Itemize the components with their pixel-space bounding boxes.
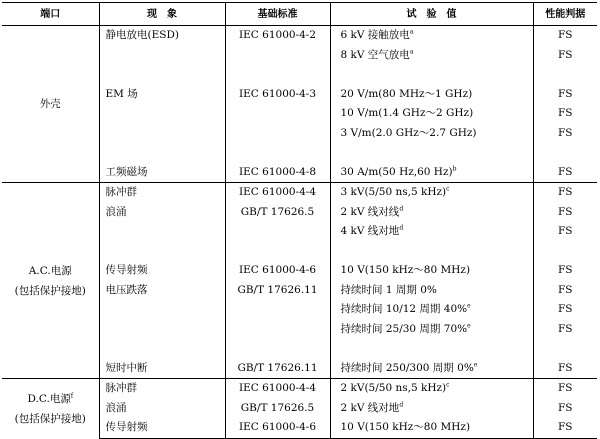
test-value-cell bbox=[330, 124, 533, 144]
performance-cell: FS bbox=[533, 222, 597, 242]
header-performance: 性能判据 bbox=[533, 3, 597, 26]
test-value-text: 持续时间 1 周期 0% bbox=[340, 283, 437, 296]
table-row bbox=[2, 183, 597, 203]
test-value-cell bbox=[330, 379, 533, 399]
footnote-marker: d bbox=[399, 401, 404, 409]
performance-cell: FS bbox=[533, 203, 597, 223]
footnote-marker: e bbox=[467, 322, 471, 330]
test-value-cell bbox=[330, 104, 533, 124]
port-label: A.C.电源 bbox=[28, 264, 72, 277]
test-value-cell bbox=[330, 203, 533, 223]
basic-standard-cell bbox=[225, 124, 330, 144]
test-value-text: 10 V(150 kHz～80 MHz) bbox=[340, 264, 471, 277]
basic-standard-cell bbox=[225, 222, 330, 242]
header-test-value: 试 验 值 bbox=[330, 3, 533, 26]
performance-cell: FS bbox=[533, 163, 597, 183]
footnote-marker: d bbox=[399, 224, 404, 232]
phenomenon-cell: 短时中断 bbox=[99, 359, 225, 379]
basic-standard-cell: IEC 61000-4-8 bbox=[225, 163, 330, 183]
performance-cell: FS bbox=[533, 399, 597, 419]
basic-standard-cell bbox=[225, 300, 330, 320]
table-row bbox=[2, 379, 597, 399]
performance-cell bbox=[533, 242, 597, 262]
footnote-marker: a bbox=[409, 28, 414, 36]
test-value-cell bbox=[330, 242, 533, 262]
test-value-cell bbox=[330, 320, 533, 340]
phenomenon-cell bbox=[99, 143, 225, 163]
performance-cell: FS bbox=[533, 85, 597, 105]
basic-standard-cell: IEC 61000-4-6 bbox=[225, 261, 330, 281]
footnote-marker: f bbox=[70, 392, 74, 399]
performance-cell: FS bbox=[533, 418, 597, 438]
performance-cell: FS bbox=[533, 379, 597, 399]
port-label: 外壳 bbox=[39, 98, 61, 110]
phenomenon-cell: 工频磁场 bbox=[99, 163, 225, 183]
port-cell bbox=[2, 379, 99, 439]
test-value-cell bbox=[330, 300, 533, 320]
header-row bbox=[2, 3, 597, 26]
test-value-cell bbox=[330, 183, 533, 203]
test-value-text: 10 V/m(1.4 GHz～2 GHz) bbox=[340, 107, 474, 120]
test-value-cell bbox=[330, 143, 533, 163]
test-value-text: 2 kV 线对线 bbox=[340, 205, 400, 218]
performance-cell: FS bbox=[533, 359, 597, 379]
test-value-cell bbox=[330, 418, 533, 438]
phenomenon-cell: 传导射频 bbox=[99, 261, 225, 281]
footnote-marker: e bbox=[467, 302, 471, 310]
footnote-marker: c bbox=[446, 381, 450, 389]
test-value-cell bbox=[330, 85, 533, 105]
basic-standard-cell bbox=[225, 65, 330, 85]
basic-standard-cell: IEC 61000-4-3 bbox=[225, 85, 330, 105]
test-value-text: 持续时间 25/30 周期 70% bbox=[340, 322, 468, 335]
port-label: (包括保护接地) bbox=[14, 412, 86, 425]
basic-standard-cell bbox=[225, 46, 330, 66]
test-value-text: 持续时间 250/300 周期 0% bbox=[340, 361, 474, 374]
performance-cell bbox=[533, 143, 597, 163]
test-value-cell bbox=[330, 261, 533, 281]
phenomenon-cell bbox=[99, 222, 225, 242]
phenomenon-cell bbox=[99, 104, 225, 124]
performance-cell: FS bbox=[533, 320, 597, 340]
test-value-cell bbox=[330, 163, 533, 183]
header-port: 端口 bbox=[2, 3, 99, 26]
test-value-cell bbox=[330, 46, 533, 66]
test-value-text: 2 kV 线对地 bbox=[340, 401, 400, 414]
port-label: (包括保护接地) bbox=[14, 284, 86, 297]
basic-standard-cell: IEC 61000-4-2 bbox=[225, 26, 330, 46]
port-cell bbox=[2, 183, 99, 379]
footnote-marker: c bbox=[446, 185, 450, 193]
basic-standard-cell bbox=[225, 143, 330, 163]
basic-standard-cell: GB/T 17626.5 bbox=[225, 203, 330, 223]
performance-cell: FS bbox=[533, 281, 597, 301]
performance-cell: FS bbox=[533, 124, 597, 144]
phenomenon-cell bbox=[99, 242, 225, 262]
basic-standard-cell: GB/T 17626.5 bbox=[225, 399, 330, 419]
basic-standard-cell bbox=[225, 339, 330, 359]
test-value-cell bbox=[330, 339, 533, 359]
performance-cell: FS bbox=[533, 300, 597, 320]
performance-cell bbox=[533, 65, 597, 85]
basic-standard-cell: GB/T 17626.11 bbox=[225, 359, 330, 379]
test-value-text: 持续时间 10/12 周期 40% bbox=[340, 303, 468, 316]
table-body bbox=[2, 26, 597, 439]
phenomenon-cell: 脉冲群 bbox=[99, 379, 225, 399]
basic-standard-cell: IEC 61000-4-6 bbox=[225, 418, 330, 438]
performance-cell: FS bbox=[533, 261, 597, 281]
phenomenon-cell: 电压跌落 bbox=[99, 281, 225, 301]
basic-standard-cell bbox=[225, 320, 330, 340]
footnote-marker: d bbox=[399, 205, 404, 213]
phenomenon-cell: 浪涌 bbox=[99, 399, 225, 419]
test-value-cell bbox=[330, 26, 533, 46]
phenomenon-cell: 浪涌 bbox=[99, 203, 225, 223]
test-value-text: 30 A/m(50 Hz,60 Hz) bbox=[340, 165, 453, 178]
phenomenon-cell bbox=[99, 124, 225, 144]
performance-cell: FS bbox=[533, 46, 597, 66]
header-phenomenon: 现 象 bbox=[99, 3, 225, 26]
phenomenon-cell bbox=[99, 320, 225, 340]
performance-cell bbox=[533, 339, 597, 359]
port-label: D.C.电源$^f$ bbox=[27, 392, 74, 405]
test-value-cell bbox=[330, 281, 533, 301]
phenomenon-cell bbox=[99, 65, 225, 85]
test-value-cell bbox=[330, 399, 533, 419]
phenomenon-cell bbox=[99, 46, 225, 66]
test-value-text: 20 V/m(80 MHz～1 GHz) bbox=[340, 87, 473, 100]
test-value-cell bbox=[330, 359, 533, 379]
test-value-text: 3 V/m(2.0 GHz～2.7 GHz) bbox=[340, 126, 477, 139]
phenomenon-cell: EM 场 bbox=[99, 85, 225, 105]
footnote-marker: a bbox=[409, 48, 414, 56]
basic-standard-cell bbox=[225, 242, 330, 262]
performance-cell: FS bbox=[533, 183, 597, 203]
basic-standard-cell: IEC 61000-4-4 bbox=[225, 379, 330, 399]
performance-cell: FS bbox=[533, 104, 597, 124]
phenomenon-cell bbox=[99, 300, 225, 320]
test-value-text: 3 kV(5/50 ns,5 kHz) bbox=[340, 186, 447, 199]
test-value-text: 4 kV 线对地 bbox=[340, 225, 400, 238]
header-basic-standard: 基础标准 bbox=[225, 3, 330, 26]
basic-standard-cell: IEC 61000-4-4 bbox=[225, 183, 330, 203]
performance-cell: FS bbox=[533, 26, 597, 46]
phenomenon-cell: 静电放电(ESD) bbox=[99, 26, 225, 46]
test-value-text: 10 V(150 kHz～80 MHz) bbox=[340, 421, 471, 434]
footnote-marker: b bbox=[452, 165, 457, 173]
test-value-cell bbox=[330, 222, 533, 242]
test-value-cell bbox=[330, 65, 533, 85]
footnote-marker: e bbox=[473, 361, 478, 369]
table-row bbox=[2, 26, 597, 46]
test-value-text: 2 kV(5/50 ns,5 kHz) bbox=[340, 382, 447, 395]
port-cell bbox=[2, 26, 99, 183]
test-value-text: 8 kV 空气放电 bbox=[340, 48, 410, 61]
immunity-test-table bbox=[2, 2, 597, 439]
phenomenon-cell: 脉冲群 bbox=[99, 183, 225, 203]
phenomenon-cell: 传导射频 bbox=[99, 418, 225, 438]
basic-standard-cell: GB/T 17626.11 bbox=[225, 281, 330, 301]
phenomenon-cell bbox=[99, 339, 225, 359]
test-value-text: 6 kV 接触放电 bbox=[340, 29, 410, 42]
basic-standard-cell bbox=[225, 104, 330, 124]
